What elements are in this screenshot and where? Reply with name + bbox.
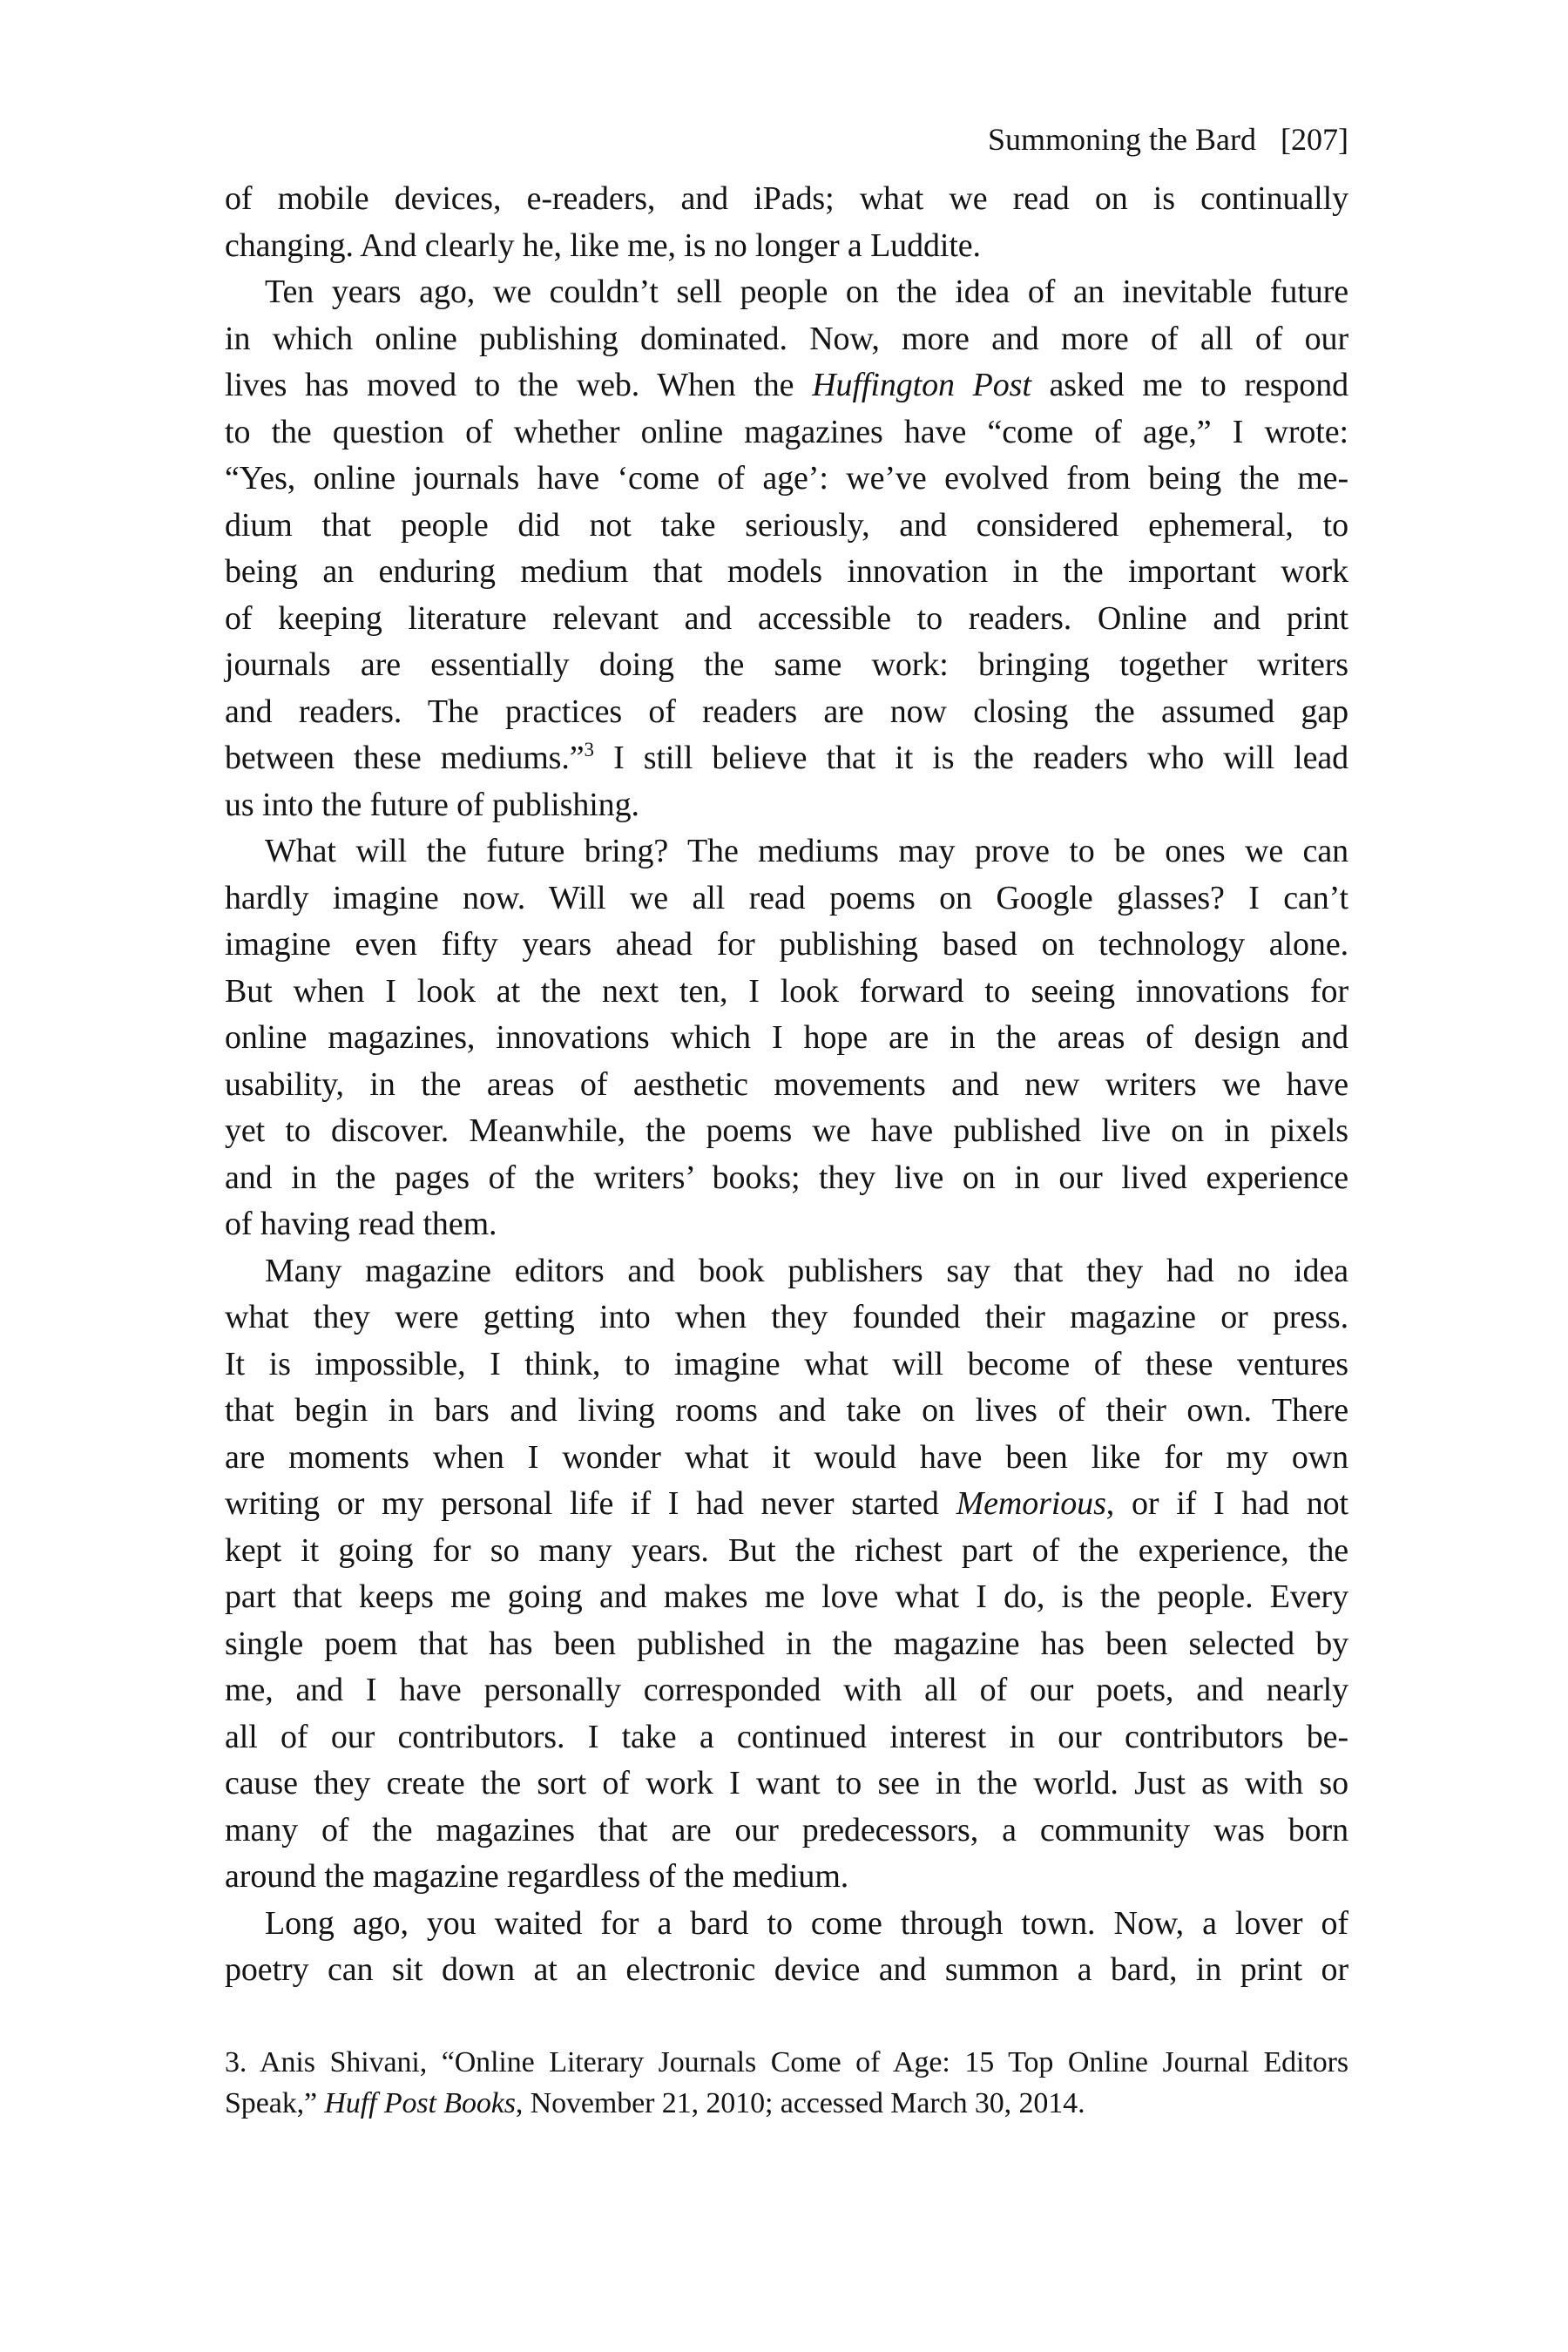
text-segment: kept it going for so many years. But the richest part of the experience, the: [225, 1531, 1348, 1569]
text-line: [225, 1108, 1348, 1155]
footnote-line: [225, 2042, 1348, 2083]
text-segment: to the question of whether online magazines have “come of age,” I wrote:: [225, 413, 1348, 450]
text-segment: imagine even fifty years ahead for publishing based on technology alone.: [225, 926, 1348, 963]
text-line: [225, 1947, 1348, 1994]
text-line: [225, 1854, 1348, 1901]
text-segment: hardly imagine now. Will we all read poems on Google glasses? I can’t: [225, 879, 1348, 916]
text-segment: dium that people did not take seriously, and considered ephemeral, to: [225, 506, 1348, 544]
text-line: [225, 828, 1348, 875]
text-segment: It is impossible, I think, to imagine what will become of these ventures: [225, 1345, 1348, 1382]
text-segment: poetry can sit down at an electronic device and summon a bard, in print or: [225, 1951, 1348, 1988]
text-segment: being an enduring medium that models innovation in the important work: [225, 553, 1348, 590]
paragraph: [225, 176, 1348, 269]
text-line: [225, 1808, 1348, 1855]
text-segment: of keeping literature relevant and accessible to readers. Online and print: [225, 599, 1348, 637]
footnote: [225, 2042, 1348, 2124]
text-segment: of mobile devices, e-readers, and iPads; what we read on is continually: [225, 180, 1348, 217]
text-line: [225, 1667, 1348, 1714]
text-line: [225, 1201, 1348, 1248]
text-line: [225, 1621, 1348, 1668]
body-text: [225, 176, 1348, 1994]
footnote-line: [225, 2083, 1348, 2124]
text-segment: lives has moved to the web. When the: [225, 367, 813, 403]
text-segment: changing. And clearly he, like me, is no longer a Luddite.: [225, 226, 981, 264]
text-segment: writing or my personal life if I had never started: [225, 1485, 956, 1522]
page-number: [207]: [1281, 122, 1348, 157]
text-line: [225, 1574, 1348, 1621]
text-segment: “Yes, online journals have ‘come of age’: we’ve evolved from being the me-: [225, 460, 1348, 497]
text-segment: yet to discover. Meanwhile, the poems we have published live on in pixels: [225, 1112, 1348, 1149]
text-line: [225, 223, 1348, 270]
text-line: [225, 1481, 1348, 1528]
text-segment: What will the future bring? The mediums may prove to be ones we can: [265, 833, 1348, 869]
text-line: [225, 1248, 1348, 1295]
paragraph: [225, 269, 1348, 828]
text-line: [225, 409, 1348, 456]
text-line: [225, 1342, 1348, 1389]
text-segment: all of our contributors. I take a continued interest in our contributors be-: [225, 1718, 1348, 1755]
text-line: [225, 689, 1348, 736]
text-line: [225, 456, 1348, 503]
text-segment: single poem that has been published in the magazine has been selected by: [225, 1625, 1348, 1662]
text-segment: that begin in bars and living rooms and take on lives of their own. There: [225, 1392, 1348, 1429]
text-segment: and readers. The practices of readers are now closing the assumed gap: [225, 693, 1348, 730]
text-segment: Long ago, you waited for a bard to come through town. Now, a lover of: [265, 1904, 1348, 1942]
text-segment: in which online publishing dominated. Now, more and more of all of our: [225, 320, 1348, 357]
text-segment: are moments when I wonder what it would have been like for my own: [225, 1438, 1348, 1476]
text-segment: part that keeps me going and makes me love what I do, is the people. Every: [225, 1578, 1348, 1615]
running-head: [225, 120, 1348, 159]
text-segment: 3. Anis Shivani, “Online Literary Journals Come of Age: 15 Top Online Journal Editors: [225, 2046, 1348, 2078]
text-line: [225, 1388, 1348, 1435]
italic-title: Memorious: [956, 1485, 1106, 1522]
text-line: [225, 1015, 1348, 1062]
paragraph: [225, 1248, 1348, 1901]
text-line: [225, 1062, 1348, 1109]
text-line: [225, 316, 1348, 363]
text-segment: online magazines, innovations which I hope are in the areas of design and: [225, 1019, 1348, 1056]
text-line: [225, 782, 1348, 829]
text-line: [225, 1435, 1348, 1482]
text-line: [225, 269, 1348, 316]
text-line: [225, 362, 1348, 409]
text-segment: journals are essentially doing the same work: bringing together writers: [225, 646, 1348, 683]
text-segment: Speak,”: [225, 2087, 325, 2119]
text-segment: Many magazine editors and book publishers say that they had no idea: [265, 1252, 1348, 1289]
text-segment: and in the pages of the writers’ books; they live on in our lived experience: [225, 1159, 1348, 1196]
text-line: [225, 503, 1348, 550]
text-segment: between these mediums.”: [225, 740, 585, 776]
text-segment: me, and I have personally corresponded with all of our poets, and nearly: [225, 1672, 1348, 1708]
text-line: [225, 1528, 1348, 1575]
text-segment: many of the magazines that are our predecessors, a community was born: [225, 1811, 1348, 1848]
text-line: [225, 176, 1348, 223]
text-line: [225, 922, 1348, 969]
text-line: [225, 969, 1348, 1016]
text-segment: , November 21, 2010; accessed March 30, 2014.: [515, 2087, 1085, 2119]
text-segment: around the magazine regardless of the medium.: [225, 1858, 849, 1895]
text-segment: of having read them.: [225, 1206, 497, 1242]
footnote-reference: 3: [584, 739, 594, 760]
paragraph: [225, 1901, 1348, 1994]
text-line: [225, 1714, 1348, 1761]
text-segment: But when I look at the next ten, I look forward to seeing innovations for: [225, 972, 1348, 1010]
text-line: [225, 1901, 1348, 1948]
running-head-title: Summoning the Bard: [988, 122, 1257, 157]
text-line: [225, 642, 1348, 689]
text-segment: asked me to respond: [1031, 367, 1349, 403]
text-line: [225, 1294, 1348, 1342]
text-line: [225, 735, 1348, 782]
text-segment: I still believe that it is the readers who will lead: [593, 740, 1349, 776]
text-segment: , or if I had not: [1105, 1485, 1348, 1522]
text-segment: usability, in the areas of aesthetic movements and new writers we have: [225, 1065, 1348, 1103]
paragraph: [225, 828, 1348, 1248]
text-segment: cause they create the sort of work I want to see in the world. Just as with so: [225, 1765, 1348, 1801]
text-line: [225, 1155, 1348, 1202]
text-line: [225, 875, 1348, 923]
text-segment: Ten years ago, we couldn’t sell people on the idea of an inevitable future: [265, 274, 1348, 310]
text-line: [225, 1761, 1348, 1808]
text-line: [225, 549, 1348, 596]
text-line: [225, 596, 1348, 643]
italic-title: Huff Post Books: [324, 2087, 516, 2119]
italic-title: Huffington Post: [812, 367, 1031, 403]
text-segment: us into the future of publishing.: [225, 786, 639, 823]
text-segment: what they were getting into when they founded their magazine or press.: [225, 1299, 1348, 1335]
